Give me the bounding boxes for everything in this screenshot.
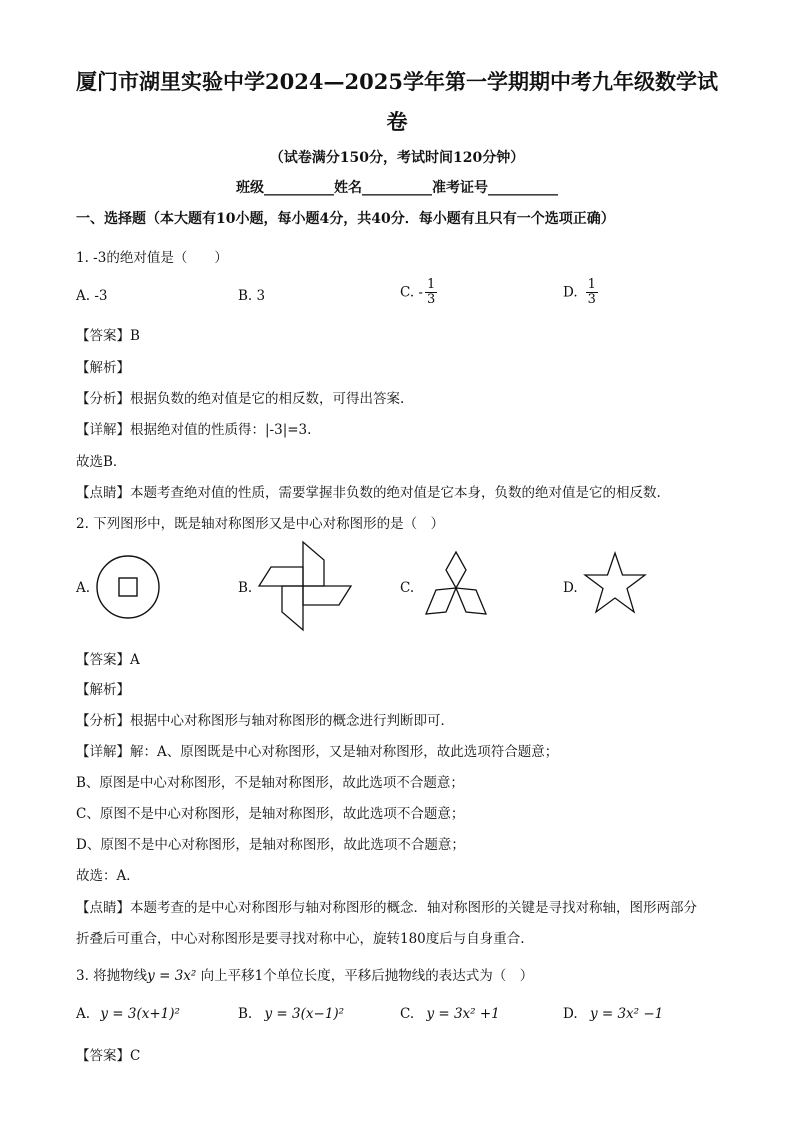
q1-xiangjie: 【详解】根据绝对值的性质得：|-3|=3. — [76, 422, 312, 438]
q2-dianjing-continued: 折叠后可重合，中心对称图形是要寻找对称中心，旋转180度后与自身重合. — [76, 931, 525, 947]
q2-xiangjie: 【详解】解：A、原图既是中心对称图形，又是轴对称图形，故此选项符合题意； — [76, 744, 559, 760]
coin-figure — [94, 553, 164, 623]
q1-option-d-fraction — [586, 278, 598, 307]
three-diamond-figure — [418, 550, 494, 618]
q2-option-a-label: A. — [76, 580, 91, 596]
exam-subtitle: （试卷满分150分，考试时间120分钟） — [269, 150, 525, 166]
q3-stem-pre: 3. 将抛物线 — [76, 968, 148, 984]
q3-option-c-formula: y = 3x² +1 — [426, 1006, 500, 1022]
q2-analysis-label: 【解析】 — [76, 682, 130, 698]
fraction-numerator: 1 — [427, 277, 436, 292]
q3-option-d — [563, 1006, 663, 1022]
q1-option-c — [400, 278, 437, 307]
q3-option-c-label: C. — [400, 1006, 415, 1022]
q3-option-b-label: B. — [238, 1006, 253, 1022]
student-info-line: 班级__________姓名__________准考证号__________ — [236, 180, 558, 196]
q3-stem-formula: y = 3x² — [147, 968, 201, 984]
q2-conclusion: 故选：A． — [76, 868, 140, 884]
pinwheel-figure — [255, 538, 355, 634]
q2-fenxi: 【分析】根据中心对称图形与轴对称图形的概念进行判断即可． — [76, 713, 454, 729]
q1-conclusion: 故选B． — [76, 454, 127, 470]
q2-option-c-label: C. — [400, 580, 415, 596]
q1-option-d-prefix: D. — [563, 284, 578, 301]
star-figure — [581, 551, 649, 617]
q1-option-b: B. 3 — [238, 288, 266, 304]
q3-option-a — [76, 1006, 180, 1022]
q3-option-b-formula: y = 3(x−1)² — [264, 1006, 345, 1022]
q3-option-b — [238, 1006, 344, 1022]
q1-analysis-label: 【解析】 — [76, 360, 130, 376]
q3-stem — [76, 964, 533, 984]
fraction-denominator: 3 — [427, 292, 436, 307]
q3-option-c — [400, 1006, 500, 1022]
q3-option-d-formula: y = 3x² −1 — [589, 1006, 664, 1022]
section-heading: 一、选择题（本大题有10小题，每小题4分，共40分．每小题有且只有一个选项正确） — [76, 211, 615, 227]
q1-answer: 【答案】B — [76, 328, 140, 344]
q2-line-c: C、原图不是中心对称图形，是轴对称图形，故此选项不合题意； — [76, 806, 465, 822]
q3-option-a-label: A. — [76, 1006, 91, 1022]
q1-option-a: A. -3 — [76, 288, 108, 304]
q1-option-c-fraction — [425, 278, 437, 307]
q3-option-a-formula: y = 3(x+1)² — [100, 1006, 180, 1022]
q1-option-d — [563, 278, 598, 307]
q3-option-d-label: D. — [563, 1006, 578, 1022]
q3-stem-post: 向上平移1个单位长度，平移后抛物线的表达式为（ ） — [200, 968, 534, 984]
q1-stem: 1. -3的绝对值是（ ） — [76, 250, 228, 266]
q1-dianjing: 【点睛】本题考查绝对值的性质，需要掌握非负数的绝对值是它本身，负数的绝对值是它的相反数. — [76, 485, 661, 501]
fraction-numerator: 1 — [587, 277, 596, 292]
q3-answer: 【答案】C — [76, 1048, 141, 1064]
q2-line-b: B、原图是中心对称图形，不是轴对称图形，故此选项不合题意； — [76, 775, 464, 791]
q2-option-b-label: B. — [238, 580, 253, 596]
q2-answer: 【答案】A — [76, 652, 140, 668]
q2-option-d-label: D. — [563, 580, 578, 596]
page-title-continued: 卷 — [386, 109, 408, 134]
fraction-denominator: 3 — [587, 292, 596, 307]
q1-fenxi: 【分析】根据负数的绝对值是它的相反数，可得出答案. — [76, 391, 405, 407]
q2-line-d: D、原图不是中心对称图形，是轴对称图形，故此选项不合题意； — [76, 837, 465, 853]
page-title: 厦门市湖里实验中学2024—2025学年第一学期期中考九年级数学试 — [76, 69, 718, 94]
q2-stem: 2. 下列图形中，既是轴对称图形又是中心对称图形的是（ ） — [76, 516, 445, 532]
q1-option-c-prefix: C. - — [400, 284, 423, 301]
q2-dianjing: 【点睛】本题考查的是中心对称图形与轴对称图形的概念．轴对称图形的关键是寻找对称轴，图形两部分 — [76, 900, 697, 916]
